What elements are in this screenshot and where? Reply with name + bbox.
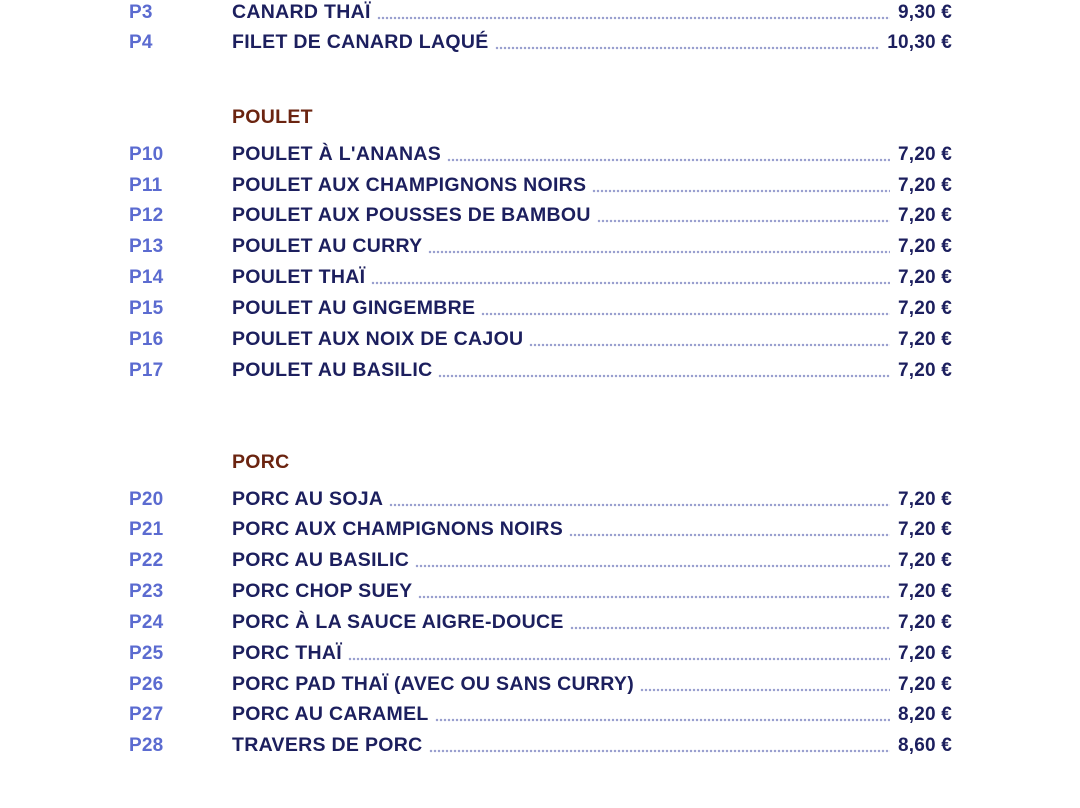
item-code: P3 [129,1,153,23]
item-name: PORC PAD THAÏ (AVEC OU SANS CURRY) [232,673,635,695]
item-price: 7,20 € [897,611,952,633]
leader-dots [438,374,890,378]
item-price: 7,20 € [897,143,952,165]
item-code: P27 [129,703,164,725]
menu-item-row [129,607,952,638]
leader-dots [428,250,889,254]
item-price: 8,60 € [897,734,952,756]
item-price: 7,20 € [897,204,952,226]
item-name: FILET DE CANARD LAQUÉ [232,31,489,53]
item-name: CANARD THAÏ [232,1,371,23]
item-code: P21 [129,518,164,540]
item-code: P23 [129,580,164,602]
item-name: PORC AU BASILIC [232,549,410,571]
leader-dots [435,718,890,722]
item-name: TRAVERS DE PORC [232,734,423,756]
item-name: POULET À L'ANANAS [232,143,442,165]
section-title-poulet: POULET [232,106,313,128]
menu-item-row [129,293,952,324]
item-code: P15 [129,297,164,319]
item-code: P10 [129,143,164,165]
leader-dots [447,158,890,162]
item-price: 9,30 € [897,1,952,23]
menu-item-row [129,231,952,262]
item-code: P26 [129,673,164,695]
item-code: P28 [129,734,164,756]
item-code: P12 [129,204,164,226]
item-price: 10,30 € [887,31,952,53]
item-name: POULET AU BASILIC [232,359,433,381]
leader-dots [429,749,890,753]
leader-dots [495,46,880,50]
item-price: 7,20 € [897,642,952,664]
menu-item-row [129,730,952,761]
menu-item-row [129,0,952,28]
item-price: 7,20 € [897,266,952,288]
item-price: 8,20 € [897,703,952,725]
menu-item-row [129,576,952,607]
menu-item-row [129,170,952,201]
menu-item-row [129,324,952,355]
menu-item-row [129,355,952,386]
item-name: POULET AU GINGEMBRE [232,297,476,319]
item-name: POULET AU CURRY [232,235,423,257]
item-price: 7,20 € [897,328,952,350]
item-name: POULET AUX CHAMPIGNONS NOIRS [232,174,587,196]
item-name: PORC CHOP SUEY [232,580,413,602]
item-price: 7,20 € [897,549,952,571]
menu-item-row [129,545,952,576]
item-name: PORC À LA SAUCE AIGRE-DOUCE [232,611,564,633]
leader-dots [415,564,890,568]
leader-dots [348,657,890,661]
item-name: POULET AUX POUSSES DE BAMBOU [232,204,591,226]
item-code: P20 [129,488,164,510]
leader-dots [570,626,890,630]
item-code: P17 [129,359,164,381]
item-code: P25 [129,642,164,664]
section-title-porc: PORC [232,451,290,473]
leader-dots [569,533,890,537]
item-name: PORC AUX CHAMPIGNONS NOIRS [232,518,564,540]
item-name: PORC THAÏ [232,642,342,664]
item-code: P4 [129,31,153,53]
item-price: 7,20 € [897,359,952,381]
leader-dots [371,281,890,285]
menu-item-row [129,139,952,170]
item-code: P13 [129,235,164,257]
leader-dots [377,16,890,20]
leader-dots [481,312,890,316]
item-price: 7,20 € [897,235,952,257]
menu-item-row [129,514,952,545]
item-price: 7,20 € [897,518,952,540]
menu-item-row [129,27,952,58]
item-code: P16 [129,328,164,350]
item-price: 7,20 € [897,297,952,319]
item-price: 7,20 € [897,488,952,510]
item-name: POULET THAÏ [232,266,366,288]
menu-item-row [129,484,952,515]
item-price: 7,20 € [897,673,952,695]
menu-item-row [129,262,952,293]
leader-dots [418,595,890,599]
item-code: P14 [129,266,164,288]
item-name: POULET AUX NOIX DE CAJOU [232,328,524,350]
item-name: PORC AU CARAMEL [232,703,429,725]
item-code: P22 [129,549,164,571]
item-price: 7,20 € [897,580,952,602]
menu-item-row [129,699,952,730]
leader-dots [529,343,890,347]
item-code: P11 [129,174,163,196]
leader-dots [389,503,890,507]
item-name: PORC AU SOJA [232,488,384,510]
item-code: P24 [129,611,164,633]
leader-dots [640,688,890,692]
item-price: 7,20 € [897,174,952,196]
leader-dots [592,189,890,193]
menu-item-row [129,200,952,231]
leader-dots [597,219,890,223]
menu-item-row [129,669,952,700]
menu-item-row [129,638,952,669]
